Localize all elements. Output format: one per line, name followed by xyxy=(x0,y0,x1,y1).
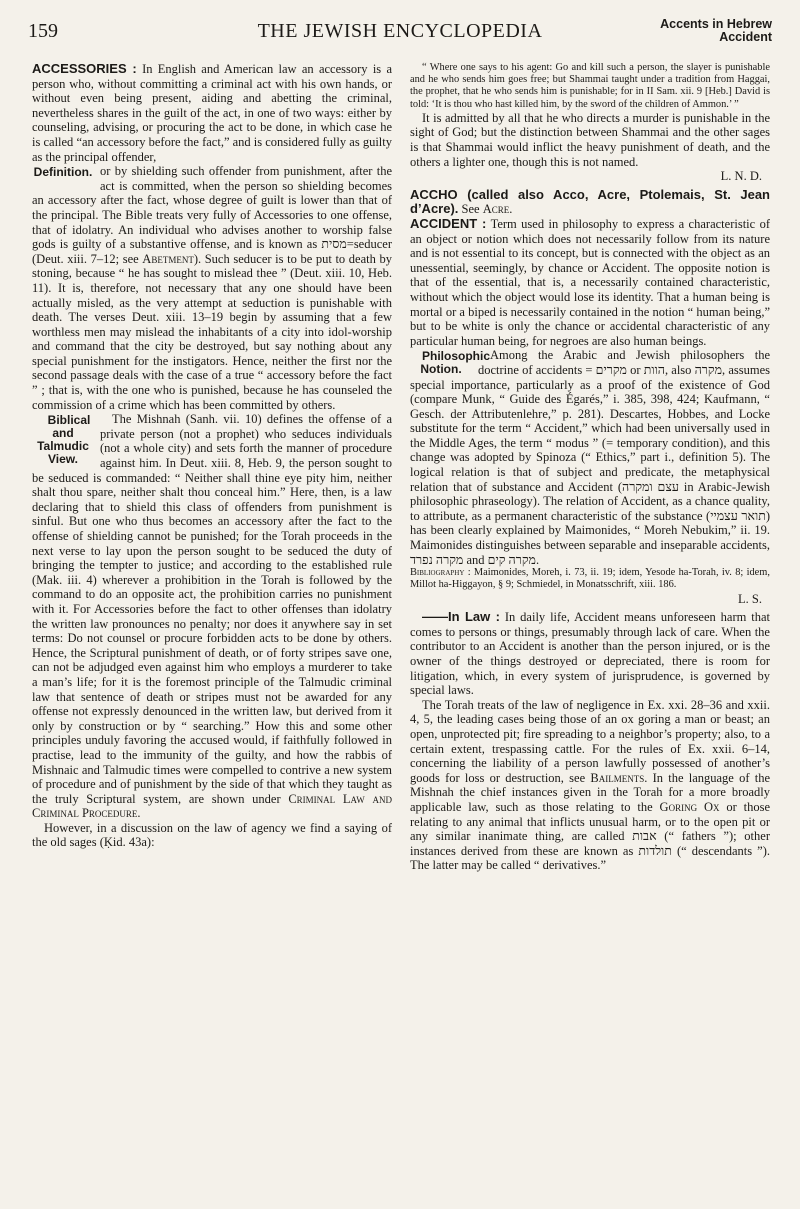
law-text-2b: . In the language of the Mishnah the chief instances given in the Torah for a more broadly applicable law, such as those relating to the xyxy=(410,770,770,814)
accessories-para-3: However, in a discussion on the law of agency we find a saying of the old sages (Ḳid. 43a): xyxy=(32,820,392,850)
accho-see: See xyxy=(461,202,480,217)
bibliography-label: Bibliography : xyxy=(410,567,471,579)
accessories-para-1 xyxy=(32,62,392,164)
sidenote-biblical: Biblical and Talmudic View. xyxy=(37,413,91,467)
accessories-text-2: The Mishnah (Sanh. vii. 10) defines the offense of a private person (not a prophet) who seduces individuals (not a whole city) and sets forth the manner of procedure against him. In Deut. xiii. 8, Heb. 9, the person sought to be seduced is commanded: “ Neither shall thine eye pity him, neither shalt thou spare, neither shalt thou conceal him.” Here, then, is a law declaring that to shield this class of offenders from punishment is sinful. But one who thus becomes an accessory after the fact to the offense of shielding cannot be punished; for the Torah proceeds in the next verse to lay upon the person sought to be seduced the duty of bringing the tempter to justice; and according to the established rule (Mak. iii. 4) wherever a prohibition in the Torah is followed by the command to do an opposite act, the prohibition carries no punishment with it. For Accessories before the fact to other offenses than idolatry the written law pronounces no penalty; nor does it anywhere say in set terms: Do not counsel or procure forbidden acts to be done by others. Hence, the Scriptural punishment of death, or of forty stripes save one, can not be adjudged even against him who employs a murderer to take a man’s life; for it is the foremost principle of the Talmudic criminal law that sentence of death or stripes must not be awarded for any offense not expressly denounced in the written law, but derived from it only by construction or by “ searching.” How this and some other principles unduly favoring the accused would, if faithfully followed in practise, lead to the immunity of the guilty, and how the rabbis of Mishnaic and Talmudic times were compelled to contrive a new system of procedure and of punishment by the side of that which they taught as the truly Scriptural system, are shown under xyxy=(32,412,392,806)
signature-lnd: L. N. D. xyxy=(720,169,762,184)
link-acre[interactable]: Acre xyxy=(482,202,510,217)
accident-heading: ACCIDENT : xyxy=(410,215,487,231)
sidenote-definition: Definition. xyxy=(33,165,93,180)
link-goring-ox[interactable]: Goring Ox xyxy=(659,799,720,814)
bibliography-text: Maimonides, Moreh, i. 73, ii. 19; idem, Yesode ha-Torah, iv. 8; idem, Millot ha-Higgayon, § 9; Schmiedel, in Monatsschrift, xiii. 186. xyxy=(410,567,770,591)
accident-text-1: Term used in philosophy to express a characteristic of an object or notion which does not necessarily follow from its nature and is not essential to its concept, but is connected with the object as an unessential, seemingly, by chance or Accident. The opposite notion is that of the essential, that is, a necessarily contained characteristic, without which the object would lose its identity. That a human being is mortal or a biped is necessarily contained in the notion “ human being,” but to be white is only the chance or accidental characteristic of any particular human being, for negroes are also human beings. xyxy=(410,216,770,348)
accessories-para-1b xyxy=(32,164,392,412)
bibliography xyxy=(410,567,770,591)
right-column xyxy=(410,62,770,1197)
law-para-2 xyxy=(410,698,770,873)
law-text-2: The Torah treats of the law of negligence in Ex. xxi. 28–36 and xxii. 4, 5, the leading cases being those of an ox goring a man or beast; an open, unprotected pit; fire spreading to a neighbor’s property; also, to a certain extent, trespassing cattle. For the rules of Ex. xxii. 6–14, concerning the liability of a person lawfully possessed of another’s goods for loss or destruction, see xyxy=(410,697,770,785)
accident-para-1 xyxy=(410,217,770,348)
catch-word-last: Accident xyxy=(719,30,772,44)
accessories-heading: ACCESSORIES : xyxy=(32,62,137,76)
link-abetment[interactable]: Abetment xyxy=(142,251,194,266)
accessories-text-1: In English and American law an accessory is a person who, without committing a criminal act with his own hands, or without even being present, aiding and abetting the criminal, nevertheless shares in the guilt of the act, in one of two ways: either by counseling, advising, or procuring the act to be done, in which case he is called “an accessory before the fact,” and is considered fully as guilty as the principal offender, xyxy=(32,62,392,164)
law-heading: ——In Law : xyxy=(422,609,500,625)
catch-words xyxy=(660,18,772,44)
law-text-2c: or those relating to any animal that inflicts unusual harm, or to the open pit or any similar inanimate thing, are called אבות (“ fathers ”); other instances derived from these are known as תולדות (“ descendants ”). The latter may be called “ derivatives.” xyxy=(410,799,770,873)
accessories-text-1b: or by shielding such offender from punishment, after the act is committed, when the person so shielding becomes an accessory after the fact, whose degree of guilt is lower than that of the principal. The Bible treats very fully of Accessories to one offense, that of idolatry. An individual who advises another to worship false gods is guilty of a substantive offense, and is known as מסית=seducer (Deut. xiii. 7–12; see xyxy=(32,164,392,266)
link-bailments[interactable]: Bailments xyxy=(590,770,645,785)
catch-word-first: Accents in Hebrew xyxy=(660,17,772,31)
accessories-para-2: Biblical and Talmudic View. The Mishnah (Sanh. vii. 10) defines the offense of a private person (not a prophet) who seduces individuals (not a whole city) and sets forth the manner of procedure against him. In Deut. xiii. 8, Heb. 9, the person sought to be seduced is commanded: “ Neither shall thine eye pity him, neither shalt thou spare, neither shalt thou conceal him.” Here, then, is a law declaring that to shield this class of offenders from punishment is sinful. But one who thus becomes an accessory after the fact to the offense of shielding cannot be punished; for the Torah proceeds in the next verse to lay upon the person sought to be seduced the duty of bringing the tempter to justice; and according to the established rule (Mak. iii. 4) wherever a prohibition in the Torah is followed by the command to do an opposite act, the prohibition carries no punishment with it. For Accessories before the fact to other offenses than idolatry the written law pronounces no penalty; nor does it anywhere say in set terms: Do not counsel or procure forbidden acts to be done by others. Hence, the Scriptural punishment of death, or of forty stripes save one, can not be adjudged even against him who employs a murderer to take a man’s life; for it is the foremost principle of the Talmudic criminal law that sentence of death or stripes must not be awarded for any offense not expressly denounced in the written law, but derived from it only by construction or by “ searching.” How this and some other principles unduly favoring the accused would, if faithfully followed in practise, lead to the immunity of the guilty, and how the rabbis of Mishnaic and Talmudic times were compelled to contrive a new system of procedure and of punishment by the side of that which they taught as the truly Scriptural system, are shown under Criminal Law and Criminal Procedure. xyxy=(32,412,392,821)
left-column xyxy=(32,62,392,1197)
sidenote-philosophic: Philosophic Notion. xyxy=(420,349,491,377)
accident-text-2: Among the Arabic and Jewish philosophers the doctrine of accidents = מקרים or הוות, also מקרה, assumes special importance, particularly as a proof of the existence of God (compare Munk, “ Guide des Égarés,” i. 385, 398, 424; Kaufmann, “ Gesch. der Attributenlehre,” p. 281). Descartes, Hobbes, and Locke substitute for the term “ Accident,” which had been universally used in the Middle Ages, the term “ modus ” (= temporary condition), and this change was adopted by Spinoza (“ Ethics,” part i., definition 5). The logical relation is that of subject and predicate, the metaphysical relation that of substance and Accident (עצם ומקרה in Arabic-Jewish philosophic phraseology). The relation of Accident, as a chance quality, to attribute, as a permanent characteristic of the substance (תואר עצמיי) has been clearly explained by Maimonides, “ Moreh Nebukim,” ii. 19. Maimonides distinguishes between separable and inseparable accidents, מקרה נפרד and מקרה קים. xyxy=(410,348,770,567)
accident-para-2 xyxy=(410,348,770,567)
admitted-para: It is admitted by all that he who directs a murder is punishable in the sight of God; but the distinction between Shammai and the other sages is that Shammai would inflict the heavy punishment of death, and the others a lighter one, though this is not named. xyxy=(410,110,770,169)
link-criminal-law[interactable]: Criminal Law and Criminal Procedure xyxy=(32,791,392,821)
talmud-quote: “ Where one says to his agent: Go and kill such a person, the slayer is punishable and he who sends him goes free; but Shammai taught under a tradition from Haggai, the prophet, that he who sends him is punishable; for in II Sam. xii. 9 [Heb.] David is told: ‘It is thou who hast killed him, by the sword of the children of Ammon.’ ” xyxy=(410,62,770,110)
page-number: 159 xyxy=(28,20,58,42)
accho-entry: ACCHO (called also Acco, Acre, Ptolemais, St. Jean d’Acre). See Acre. xyxy=(410,186,770,217)
law-text-1: In daily life, Accident means unforeseen harm that comes to persons or things, presumably through lack of care. When the contributor to an Accident is another than the person injured, or is the owner of the things destroyed or depreciated, there is room for litigation, which, in every system of jurisprudence, is governed by special laws. xyxy=(410,610,770,698)
accho-heading: ACCHO (called also Acco, Acre, Ptolemais, St. Jean d’Acre). xyxy=(410,186,770,217)
running-title: THE JEWISH ENCYCLOPEDIA xyxy=(257,20,543,42)
law-para-1 xyxy=(410,610,770,698)
accessories-text-1c: ). Such seducer is to be put to death by stoning, because “ he has sought to mislead thee ” (Deut. xiii. 10, Heb. 11). It is, therefore, not necessary that any one should have been actually misled, as the very attempt at seduction is punishable with death. The verses Deut. xiii. 13–19 begin by assuming that a few worthless men may mislead the inhabitants of a city into idol-worship and command that the city be destroyed, but say nothing about any special punishment for the instigators. Hence, neither the first nor the second passage deals with the case of a true “ accessory before the fact ” ; that is, with the one who is punished, because he has counseled the commission of a crime which has been committed by others. xyxy=(32,251,392,412)
signature-ls: L. S. xyxy=(738,591,762,606)
page-header xyxy=(28,18,772,46)
